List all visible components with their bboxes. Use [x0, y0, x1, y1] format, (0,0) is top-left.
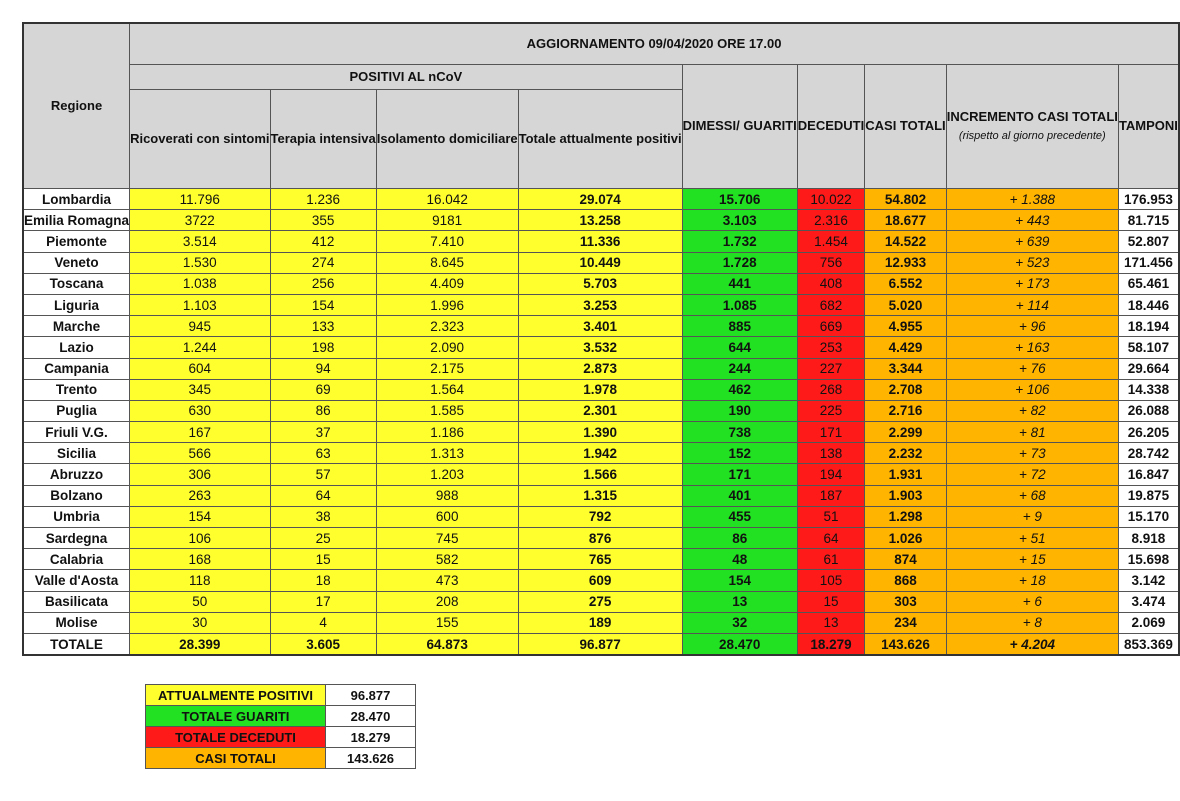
cell-terapia: 133: [270, 316, 376, 337]
cell-terapia: 198: [270, 337, 376, 358]
cell-regione: Marche: [23, 316, 130, 337]
cell-deceduti: 227: [797, 358, 864, 379]
cell-dimessi: 13: [682, 591, 797, 612]
cell-ricoverati: 1.038: [130, 273, 270, 294]
cell-deceduti: 10.022: [797, 189, 864, 210]
table-body: [23, 189, 1179, 656]
table-row: [23, 549, 1179, 570]
cell-regione: Bolzano: [23, 485, 130, 506]
cell-terapia: 154: [270, 294, 376, 315]
cell-incremento: + 18: [946, 570, 1118, 591]
cell-regione: Calabria: [23, 549, 130, 570]
table-row: [23, 252, 1179, 273]
cell-dimessi: 455: [682, 506, 797, 527]
cell-incremento: + 82: [946, 400, 1118, 421]
cell-deceduti: 1.454: [797, 231, 864, 252]
table-row: [23, 337, 1179, 358]
cell-positivi: 29.074: [518, 189, 682, 210]
cell-deceduti: 61: [797, 549, 864, 570]
cell-tamponi: 28.742: [1118, 443, 1179, 464]
cell-isolamento: 1.203: [376, 464, 518, 485]
cell-isolamento: 600: [376, 506, 518, 527]
covid-data-table: [22, 22, 1180, 656]
cell-terapia: 256: [270, 273, 376, 294]
cell-isolamento: 582: [376, 549, 518, 570]
cell-incremento: + 6: [946, 591, 1118, 612]
cell-tamponi: 853.369: [1118, 633, 1179, 655]
cell-isolamento: 473: [376, 570, 518, 591]
cell-dimessi: 32: [682, 612, 797, 633]
cell-ricoverati: 30: [130, 612, 270, 633]
cell-terapia: 94: [270, 358, 376, 379]
cell-terapia: 18: [270, 570, 376, 591]
cell-isolamento: 155: [376, 612, 518, 633]
cell-dimessi: 3.103: [682, 210, 797, 231]
cell-positivi: 792: [518, 506, 682, 527]
summary-label: CASI TOTALI: [146, 748, 326, 769]
cell-terapia: 38: [270, 506, 376, 527]
cell-terapia: 3.605: [270, 633, 376, 655]
table-row: [23, 485, 1179, 506]
cell-deceduti: 13: [797, 612, 864, 633]
cell-casi: 868: [865, 570, 946, 591]
summary-value: 18.279: [326, 727, 416, 748]
cell-dimessi: 1.732: [682, 231, 797, 252]
cell-casi: 234: [865, 612, 946, 633]
cell-casi: 1.903: [865, 485, 946, 506]
cell-terapia: 17: [270, 591, 376, 612]
header-isolamento: Isolamento domiciliare: [376, 90, 518, 189]
cell-incremento: + 73: [946, 443, 1118, 464]
cell-casi: 12.933: [865, 252, 946, 273]
cell-terapia: 86: [270, 400, 376, 421]
cell-casi: 5.020: [865, 294, 946, 315]
cell-positivi: 765: [518, 549, 682, 570]
cell-tamponi: 15.698: [1118, 549, 1179, 570]
cell-incremento: + 4.204: [946, 633, 1118, 655]
header-regione: Regione: [23, 23, 130, 189]
cell-regione: Friuli V.G.: [23, 422, 130, 443]
cell-ricoverati: 1.103: [130, 294, 270, 315]
cell-casi: 54.802: [865, 189, 946, 210]
cell-incremento: + 443: [946, 210, 1118, 231]
cell-isolamento: 1.313: [376, 443, 518, 464]
cell-positivi: 3.401: [518, 316, 682, 337]
cell-positivi: 1.942: [518, 443, 682, 464]
cell-dimessi: 152: [682, 443, 797, 464]
cell-isolamento: 2.323: [376, 316, 518, 337]
cell-ricoverati: 167: [130, 422, 270, 443]
summary-label: TOTALE GUARITI: [146, 706, 326, 727]
cell-casi: 4.429: [865, 337, 946, 358]
summary-label: ATTUALMENTE POSITIVI: [146, 685, 326, 706]
cell-isolamento: 1.186: [376, 422, 518, 443]
table-row: [23, 273, 1179, 294]
cell-dimessi: 154: [682, 570, 797, 591]
cell-dimessi: 171: [682, 464, 797, 485]
cell-positivi: 1.390: [518, 422, 682, 443]
cell-dimessi: 28.470: [682, 633, 797, 655]
cell-incremento: + 51: [946, 528, 1118, 549]
cell-tamponi: 58.107: [1118, 337, 1179, 358]
table-row: [23, 358, 1179, 379]
cell-isolamento: 9181: [376, 210, 518, 231]
cell-incremento: + 15: [946, 549, 1118, 570]
cell-incremento: + 9: [946, 506, 1118, 527]
cell-positivi: 189: [518, 612, 682, 633]
cell-positivi: 13.258: [518, 210, 682, 231]
cell-casi: 2.299: [865, 422, 946, 443]
header-incremento-note: (rispetto al giorno precedente): [958, 130, 1106, 143]
table-row: [23, 443, 1179, 464]
table-row: [23, 379, 1179, 400]
header-incremento: [946, 65, 1118, 189]
cell-regione: Veneto: [23, 252, 130, 273]
summary-label: TOTALE DECEDUTI: [146, 727, 326, 748]
cell-tamponi: 8.918: [1118, 528, 1179, 549]
table-row: [23, 422, 1179, 443]
cell-ricoverati: 263: [130, 485, 270, 506]
cell-casi: 4.955: [865, 316, 946, 337]
cell-deceduti: 2.316: [797, 210, 864, 231]
header-deceduti: DECEDUTI: [797, 65, 864, 189]
cell-dimessi: 462: [682, 379, 797, 400]
cell-isolamento: 2.090: [376, 337, 518, 358]
cell-casi: 2.232: [865, 443, 946, 464]
cell-regione: Umbria: [23, 506, 130, 527]
cell-casi: 303: [865, 591, 946, 612]
cell-positivi: 876: [518, 528, 682, 549]
cell-tamponi: 15.170: [1118, 506, 1179, 527]
cell-casi: 14.522: [865, 231, 946, 252]
table-row: [23, 506, 1179, 527]
cell-casi: 2.708: [865, 379, 946, 400]
cell-casi: 1.026: [865, 528, 946, 549]
header-terapia: Terapia intensiva: [270, 90, 376, 189]
cell-regione: Puglia: [23, 400, 130, 421]
cell-ricoverati: 106: [130, 528, 270, 549]
cell-casi: 874: [865, 549, 946, 570]
header-casi-totali: CASI TOTALI: [865, 65, 946, 189]
header-totale-positivi: Totale attualmente positivi: [518, 90, 682, 189]
cell-deceduti: 408: [797, 273, 864, 294]
cell-positivi: 609: [518, 570, 682, 591]
cell-casi: 6.552: [865, 273, 946, 294]
cell-incremento: + 523: [946, 252, 1118, 273]
cell-ricoverati: 168: [130, 549, 270, 570]
cell-tamponi: 26.088: [1118, 400, 1179, 421]
table-row: [23, 612, 1179, 633]
cell-regione: Piemonte: [23, 231, 130, 252]
header-tamponi: TAMPONI: [1118, 65, 1179, 189]
cell-dimessi: 644: [682, 337, 797, 358]
cell-tamponi: 14.338: [1118, 379, 1179, 400]
cell-tamponi: 2.069: [1118, 612, 1179, 633]
cell-dimessi: 48: [682, 549, 797, 570]
cell-positivi: 2.873: [518, 358, 682, 379]
cell-isolamento: 7.410: [376, 231, 518, 252]
cell-deceduti: 171: [797, 422, 864, 443]
cell-deceduti: 268: [797, 379, 864, 400]
cell-ricoverati: 3722: [130, 210, 270, 231]
cell-tamponi: 81.715: [1118, 210, 1179, 231]
summary-row: [146, 685, 416, 706]
cell-positivi: 1.315: [518, 485, 682, 506]
summary-row: [146, 727, 416, 748]
cell-dimessi: 86: [682, 528, 797, 549]
cell-regione: Valle d'Aosta: [23, 570, 130, 591]
cell-positivi: 5.703: [518, 273, 682, 294]
cell-casi: 1.298: [865, 506, 946, 527]
cell-regione: Basilicata: [23, 591, 130, 612]
page-title: AGGIORNAMENTO 09/04/2020 ORE 17.00: [130, 23, 1179, 65]
cell-terapia: 412: [270, 231, 376, 252]
header-ricoverati: Ricoverati con sintomi: [130, 90, 270, 189]
cell-regione: Sardegna: [23, 528, 130, 549]
cell-deceduti: 15: [797, 591, 864, 612]
cell-deceduti: 194: [797, 464, 864, 485]
cell-casi: 2.716: [865, 400, 946, 421]
cell-regione: Trento: [23, 379, 130, 400]
cell-dimessi: 244: [682, 358, 797, 379]
summary-value: 96.877: [326, 685, 416, 706]
table-row: [23, 316, 1179, 337]
summary-row: [146, 748, 416, 769]
cell-terapia: 4: [270, 612, 376, 633]
cell-incremento: + 81: [946, 422, 1118, 443]
cell-regione: Lombardia: [23, 189, 130, 210]
header-positivi-group: POSITIVI AL nCoV: [130, 65, 683, 90]
cell-positivi: 3.532: [518, 337, 682, 358]
summary-body: [146, 685, 416, 769]
cell-tamponi: 19.875: [1118, 485, 1179, 506]
cell-deceduti: 225: [797, 400, 864, 421]
cell-ricoverati: 566: [130, 443, 270, 464]
cell-dimessi: 738: [682, 422, 797, 443]
cell-regione: TOTALE: [23, 633, 130, 655]
cell-dimessi: 15.706: [682, 189, 797, 210]
table-row: [23, 400, 1179, 421]
summary-row: [146, 706, 416, 727]
cell-regione: Liguria: [23, 294, 130, 315]
cell-ricoverati: 11.796: [130, 189, 270, 210]
cell-isolamento: 208: [376, 591, 518, 612]
cell-deceduti: 669: [797, 316, 864, 337]
cell-positivi: 275: [518, 591, 682, 612]
cell-isolamento: 745: [376, 528, 518, 549]
cell-ricoverati: 1.244: [130, 337, 270, 358]
cell-casi: 18.677: [865, 210, 946, 231]
cell-positivi: 2.301: [518, 400, 682, 421]
cell-deceduti: 105: [797, 570, 864, 591]
cell-incremento: + 96: [946, 316, 1118, 337]
cell-positivi: 1.978: [518, 379, 682, 400]
cell-dimessi: 1.728: [682, 252, 797, 273]
cell-terapia: 274: [270, 252, 376, 273]
cell-isolamento: 1.564: [376, 379, 518, 400]
cell-ricoverati: 118: [130, 570, 270, 591]
cell-deceduti: 18.279: [797, 633, 864, 655]
table-row: [23, 189, 1179, 210]
cell-terapia: 63: [270, 443, 376, 464]
cell-deceduti: 682: [797, 294, 864, 315]
cell-positivi: 96.877: [518, 633, 682, 655]
cell-regione: Emilia Romagna: [23, 210, 130, 231]
cell-isolamento: 16.042: [376, 189, 518, 210]
cell-tamponi: 176.953: [1118, 189, 1179, 210]
cell-deceduti: 64: [797, 528, 864, 549]
table-row: [23, 591, 1179, 612]
cell-ricoverati: 3.514: [130, 231, 270, 252]
cell-deceduti: 138: [797, 443, 864, 464]
cell-tamponi: 16.847: [1118, 464, 1179, 485]
cell-casi: 1.931: [865, 464, 946, 485]
cell-isolamento: 4.409: [376, 273, 518, 294]
cell-terapia: 25: [270, 528, 376, 549]
cell-dimessi: 441: [682, 273, 797, 294]
cell-terapia: 15: [270, 549, 376, 570]
summary-value: 143.626: [326, 748, 416, 769]
cell-incremento: + 76: [946, 358, 1118, 379]
cell-positivi: 3.253: [518, 294, 682, 315]
cell-deceduti: 187: [797, 485, 864, 506]
cell-incremento: + 106: [946, 379, 1118, 400]
cell-positivi: 10.449: [518, 252, 682, 273]
cell-tamponi: 65.461: [1118, 273, 1179, 294]
table-row: [23, 528, 1179, 549]
cell-dimessi: 1.085: [682, 294, 797, 315]
cell-regione: Molise: [23, 612, 130, 633]
cell-terapia: 1.236: [270, 189, 376, 210]
table-row: [23, 210, 1179, 231]
cell-ricoverati: 28.399: [130, 633, 270, 655]
cell-ricoverati: 306: [130, 464, 270, 485]
cell-tamponi: 18.446: [1118, 294, 1179, 315]
cell-incremento: + 114: [946, 294, 1118, 315]
cell-deceduti: 51: [797, 506, 864, 527]
cell-isolamento: 1.996: [376, 294, 518, 315]
table-row: [23, 294, 1179, 315]
summary-value: 28.470: [326, 706, 416, 727]
cell-ricoverati: 630: [130, 400, 270, 421]
cell-terapia: 37: [270, 422, 376, 443]
cell-ricoverati: 154: [130, 506, 270, 527]
cell-regione: Lazio: [23, 337, 130, 358]
table-row: [23, 570, 1179, 591]
cell-isolamento: 64.873: [376, 633, 518, 655]
cell-incremento: + 72: [946, 464, 1118, 485]
header-incremento-label: INCREMENTO CASI TOTALI: [946, 109, 1118, 125]
cell-dimessi: 885: [682, 316, 797, 337]
cell-regione: Toscana: [23, 273, 130, 294]
cell-dimessi: 190: [682, 400, 797, 421]
cell-incremento: + 8: [946, 612, 1118, 633]
cell-deceduti: 756: [797, 252, 864, 273]
cell-tamponi: 26.205: [1118, 422, 1179, 443]
cell-tamponi: 3.474: [1118, 591, 1179, 612]
cell-isolamento: 2.175: [376, 358, 518, 379]
cell-terapia: 355: [270, 210, 376, 231]
cell-ricoverati: 604: [130, 358, 270, 379]
cell-incremento: + 639: [946, 231, 1118, 252]
cell-terapia: 69: [270, 379, 376, 400]
cell-ricoverati: 945: [130, 316, 270, 337]
cell-incremento: + 68: [946, 485, 1118, 506]
cell-deceduti: 253: [797, 337, 864, 358]
cell-tamponi: 3.142: [1118, 570, 1179, 591]
cell-incremento: + 163: [946, 337, 1118, 358]
cell-ricoverati: 50: [130, 591, 270, 612]
cell-incremento: + 173: [946, 273, 1118, 294]
cell-tamponi: 171.456: [1118, 252, 1179, 273]
cell-isolamento: 1.585: [376, 400, 518, 421]
cell-casi: 3.344: [865, 358, 946, 379]
table-row: [23, 464, 1179, 485]
cell-casi: 143.626: [865, 633, 946, 655]
cell-positivi: 1.566: [518, 464, 682, 485]
cell-regione: Sicilia: [23, 443, 130, 464]
cell-isolamento: 8.645: [376, 252, 518, 273]
cell-positivi: 11.336: [518, 231, 682, 252]
table-row: [23, 231, 1179, 252]
cell-regione: Campania: [23, 358, 130, 379]
cell-regione: Abruzzo: [23, 464, 130, 485]
summary-table: [145, 684, 416, 769]
cell-isolamento: 988: [376, 485, 518, 506]
cell-dimessi: 401: [682, 485, 797, 506]
header-dimessi: DIMESSI/ GUARITI: [682, 65, 797, 189]
cell-incremento: + 1.388: [946, 189, 1118, 210]
cell-terapia: 64: [270, 485, 376, 506]
cell-tamponi: 52.807: [1118, 231, 1179, 252]
cell-ricoverati: 1.530: [130, 252, 270, 273]
cell-terapia: 57: [270, 464, 376, 485]
cell-tamponi: 29.664: [1118, 358, 1179, 379]
cell-ricoverati: 345: [130, 379, 270, 400]
total-row: [23, 633, 1179, 655]
cell-tamponi: 18.194: [1118, 316, 1179, 337]
